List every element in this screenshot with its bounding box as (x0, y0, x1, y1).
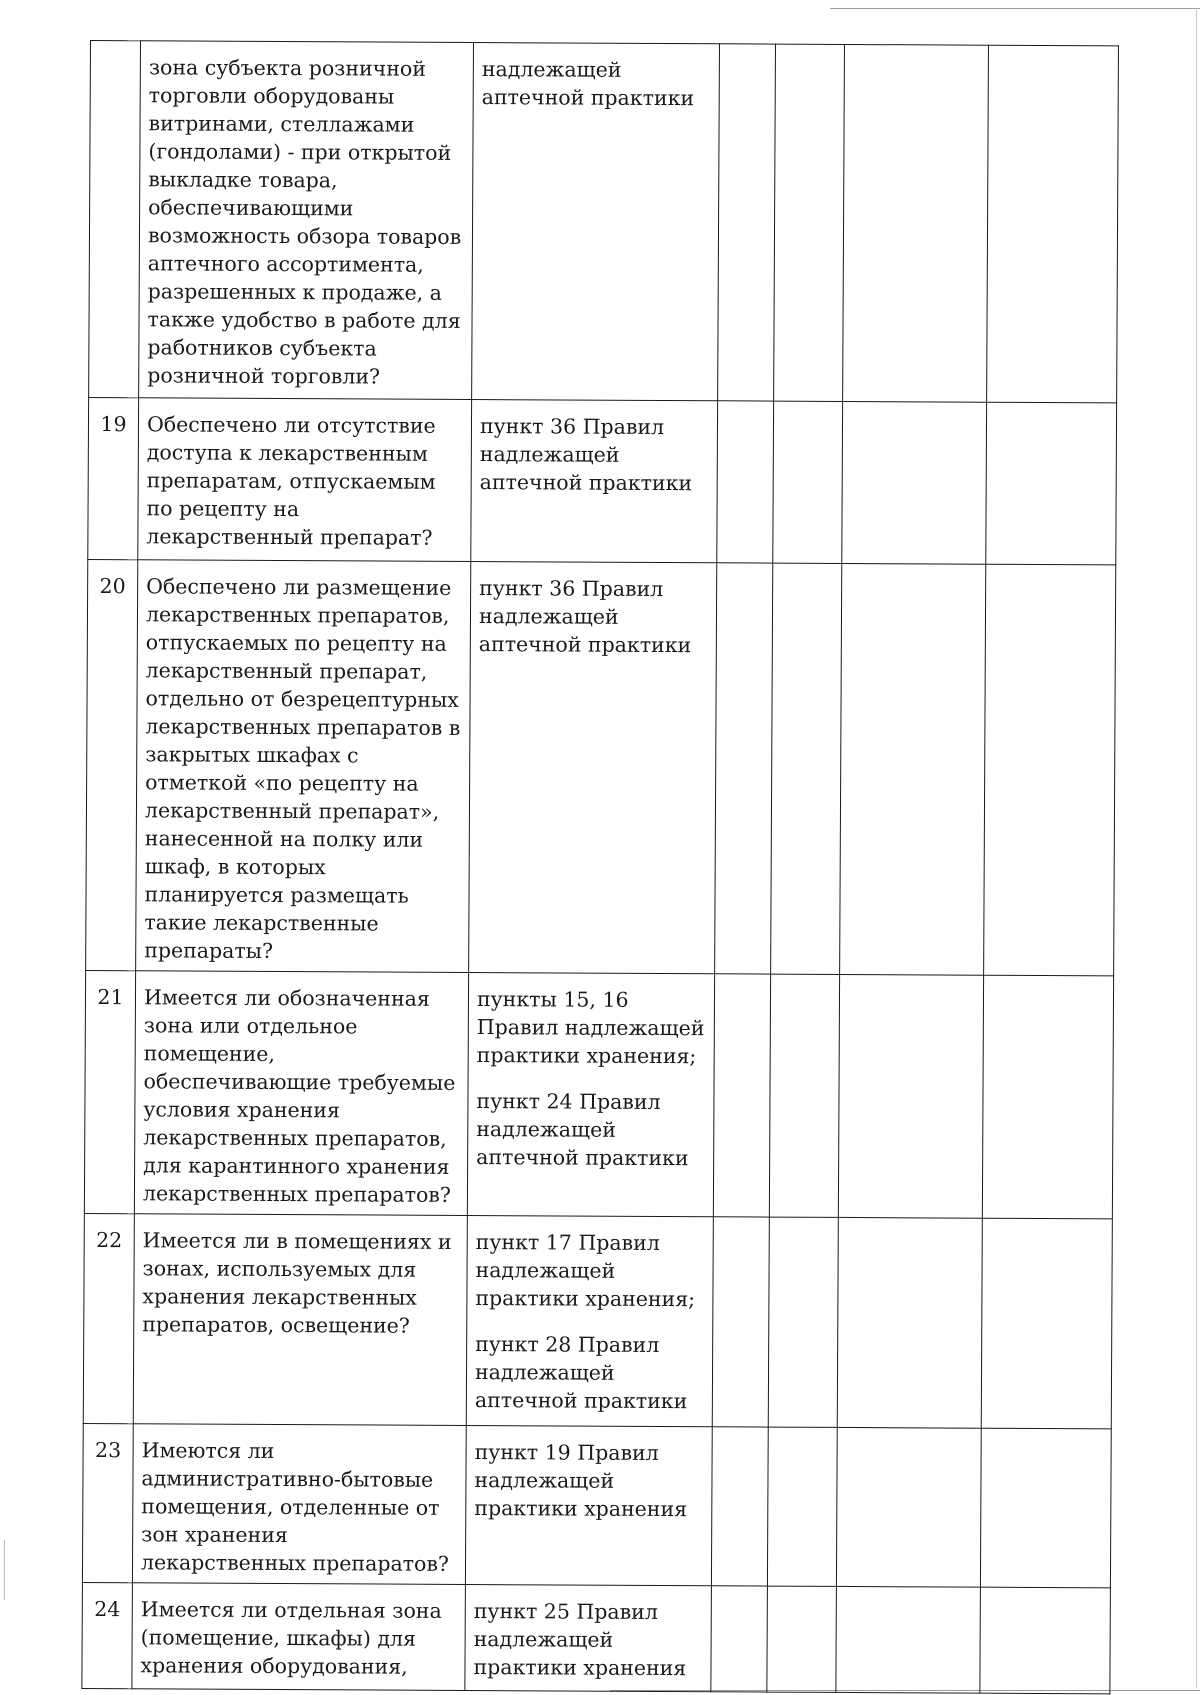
answer-cell-yes (713, 974, 770, 1217)
notes-cell (984, 564, 1116, 976)
notes-cell (982, 975, 1113, 1219)
question-text: зона субъекта розничной торговли оборудованы витринами, стеллажами (гондолами) - при открытой выкладке товара, обеспечивающими возможность обзора товаров аптечного ассортимента, разрешенных к продаже, а также удобство в работе для работников субъекта розничной торговли? (139, 41, 474, 400)
table-row (82, 1423, 1111, 1587)
answer-cell-not-applicable (837, 1217, 982, 1428)
legal-basis-line: пункт 24 Правил надлежащей аптечной практики (476, 1089, 689, 1171)
answer-cell-not-applicable (836, 1586, 981, 1693)
checklist-table (81, 40, 1119, 1694)
answer-cell-yes (715, 563, 773, 974)
table-row (89, 41, 1119, 403)
legal-basis (467, 972, 714, 1216)
row-number: 22 (83, 1213, 134, 1423)
legal-basis (465, 1584, 712, 1691)
table-row (88, 397, 1117, 564)
answer-cell-yes (711, 1586, 768, 1692)
answer-cell-no (773, 401, 843, 563)
answer-cell-yes (711, 1427, 768, 1586)
legal-basis-line: пункты 15, 16 Правил надлежащей практики хранения; (476, 987, 705, 1069)
legal-basis-line: пункт 17 Правил надлежащей практики хранения; (475, 1230, 696, 1312)
legal-basis-line: пункт 36 Правил надлежащей аптечной практики (478, 576, 692, 658)
legal-basis-line: пункт 36 Правил надлежащей аптечной практики (479, 414, 693, 496)
question-text: Обеспечено ли отсутствие доступа к лекарственным препаратам, отпускаемым по рецепту на лекарственный препарат? (138, 398, 472, 562)
row-number: 23 (82, 1423, 133, 1582)
question-text: Обеспечено ли размещение лекарственных препаратов, отпускаемых по рецепту на лекарственный препарат, отдельно от безрецептурных лекарственных препаратов в закрытых шкафах с отметкой «по рецепту на лекарственный препарат», нанесенной на полку или шкаф, в которых планируется размещать такие лекарственные препараты? (136, 560, 471, 973)
scan-border-left (4, 1540, 5, 1600)
question-text: Имеется ли отдельная зона (помещение, шкафы) для хранения оборудования, (132, 1583, 466, 1691)
table-row (83, 1213, 1112, 1428)
legal-basis-line: пункт 28 Правил надлежащей аптечной практики (474, 1332, 688, 1414)
table-row (82, 1582, 1111, 1693)
answer-cell-yes (717, 401, 774, 563)
notes-cell (980, 1428, 1111, 1588)
row-number: 20 (86, 559, 138, 970)
notes-cell (981, 1218, 1112, 1429)
legal-basis (465, 1425, 712, 1585)
legal-basis (472, 43, 720, 401)
answer-cell-yes (718, 44, 776, 401)
answer-cell-no (774, 44, 845, 401)
table-row (84, 970, 1113, 1218)
legal-basis-line: надлежащей аптечной практики (481, 57, 695, 111)
notes-cell (980, 1587, 1111, 1694)
legal-basis-line: пункт 25 Правил надлежащей практики хранения (473, 1599, 687, 1681)
legal-basis (471, 400, 718, 563)
notes-cell (986, 402, 1117, 565)
answer-cell-no (771, 563, 842, 974)
legal-basis (469, 562, 717, 974)
answer-cell-not-applicable (840, 563, 986, 975)
answer-cell-no (767, 1586, 837, 1692)
table-row (86, 559, 1116, 975)
answer-cell-not-applicable (843, 44, 989, 402)
question-text: Имеются ли административно-бытовые помещения, отделенные от зон хранения лекарственных препаратов? (132, 1424, 466, 1585)
row-number (89, 41, 141, 398)
answer-cell-no (769, 974, 839, 1217)
row-number: 21 (84, 970, 135, 1213)
document-page (82, 40, 1118, 1681)
answer-cell-not-applicable (836, 1427, 981, 1587)
row-number: 24 (82, 1582, 133, 1688)
scan-border-right (1196, 8, 1197, 1688)
answer-cell-not-applicable (838, 974, 983, 1218)
question-text: Имеется ли обозначенная зона или отдельное помещение, обеспечивающие требуемые условия хранения лекарственных препаратов, для карантинного хранения лекарственных препаратов? (134, 971, 468, 1216)
legal-basis (466, 1215, 713, 1426)
question-text: Имеется ли в помещениях и зонах, используемых для хранения лекарственных препаратов, освещение? (133, 1214, 467, 1426)
notes-cell (987, 45, 1119, 403)
answer-cell-yes (712, 1217, 769, 1427)
answer-cell-not-applicable (842, 401, 987, 564)
legal-basis-line: пункт 19 Правил надлежащей практики хранения (474, 1440, 688, 1522)
row-number: 19 (88, 397, 139, 559)
answer-cell-no (767, 1427, 837, 1586)
answer-cell-no (768, 1217, 838, 1427)
scan-border-top (830, 8, 1200, 9)
